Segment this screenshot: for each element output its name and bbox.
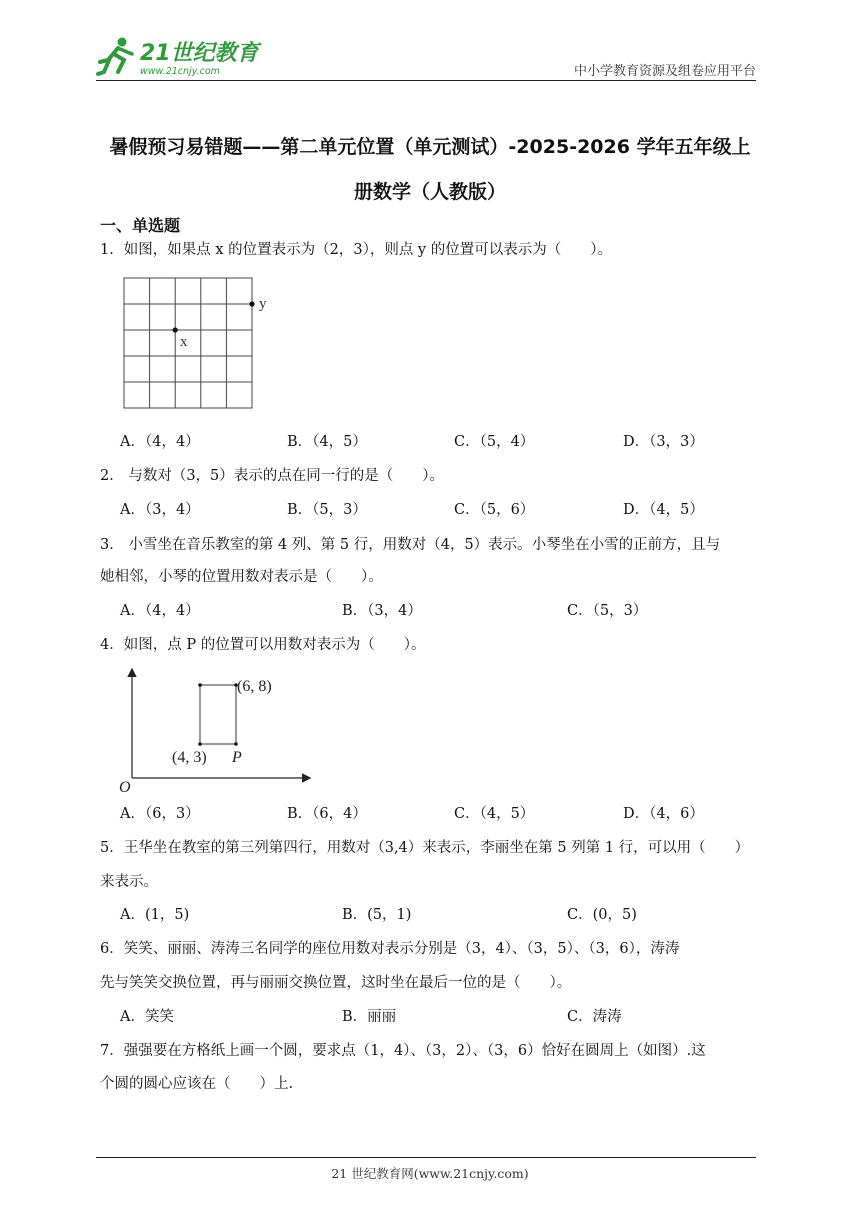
logo-url: www.21cnjy.com	[140, 66, 220, 77]
question-2-option-c[interactable]: C．（5，6）	[454, 502, 535, 518]
question-2-option-d[interactable]: D．（4，5）	[623, 502, 704, 518]
question-3-text-line2: 她相邻，小琴的位置用数对表示是（ ）。	[100, 569, 383, 585]
logo-text: 21世纪教育	[140, 41, 259, 66]
site-logo	[96, 34, 266, 80]
question-3-option-c[interactable]: C．（5，3）	[567, 603, 648, 619]
label-origin: O	[119, 779, 131, 796]
question-6-text-line2: 先与笑笑交换位置，再与丽丽交换位置，这时坐在最后一位的是（ ）。	[100, 975, 572, 991]
section-heading: 一、单选题	[100, 216, 181, 235]
question-4-coordinate-figure	[115, 664, 325, 798]
question-2-text: 2． 与数对（3，5）表示的点在同一行的是（ ）。	[100, 468, 445, 484]
question-1-option-d[interactable]: D．（3，3）	[623, 434, 704, 450]
question-5-text-line2: 来表示。	[100, 874, 158, 890]
label-p: P	[232, 749, 242, 766]
label-4-3: (4, 3)	[172, 749, 207, 766]
question-4-option-d[interactable]: D．（4，6）	[623, 806, 704, 822]
question-2-option-b[interactable]: B．（5，3）	[287, 502, 367, 518]
point-y-label: y	[259, 296, 267, 312]
question-4-option-a[interactable]: A．（6，3）	[120, 806, 200, 822]
question-3-option-b[interactable]: B．（3，4）	[342, 603, 422, 619]
question-7-text-line2: 个圆的圆心应该在（ ）上.	[100, 1076, 294, 1092]
question-5-option-a[interactable]: A．(1，5)	[120, 907, 190, 923]
runner-icon	[98, 38, 132, 75]
question-1-option-b[interactable]: B．（4，5）	[287, 434, 367, 450]
question-1-text: 1．如图，如果点 x 的位置表示为（2，3），则点 y 的位置可以表示为（ ）。	[100, 242, 612, 258]
question-3-text-line1: 3． 小雪坐在音乐教室的第 4 列、第 5 行，用数对（4，5）表示。小琴坐在小雪的正前方，且与	[100, 537, 721, 553]
question-5-option-c[interactable]: C．(0，5)	[567, 907, 637, 923]
point-p	[234, 742, 238, 746]
question-6-text-line1: 6．笑笑、丽丽、涛涛三名同学的座位用数对表示分别是（3，4）、（3，5）、（3，6），涛涛	[100, 941, 680, 957]
question-4-text: 4．如图，点 P 的位置可以用数对表示为（ ）。	[100, 637, 426, 653]
document-title-line2: 册数学（人教版）	[353, 181, 506, 203]
point-x	[173, 327, 178, 332]
footer-text: 21 世纪教育网(www.21cnjy.com)	[331, 1166, 529, 1181]
question-4-option-b[interactable]: B．（6，4）	[287, 806, 367, 822]
question-7-text-line1: 7．强强要在方格纸上画一个圆，要求点（1，4）、（3，2）、（3，6）恰好在圆周上（如图）.这	[100, 1043, 706, 1059]
header-platform-text: 中小学教育资源及组卷应用平台	[573, 64, 756, 79]
question-6-option-b[interactable]: B．丽丽	[342, 1009, 397, 1025]
question-1-option-a[interactable]: A．（4，4）	[120, 434, 200, 450]
question-3-option-a[interactable]: A．（4，4）	[120, 603, 200, 619]
point-x-label: x	[180, 334, 188, 350]
document-title-line1: 暑假预习易错题——第二单元位置（单元测试）-2025-2026 学年五年级上	[109, 136, 751, 158]
footer-divider	[96, 1157, 756, 1158]
question-6-option-c[interactable]: C．涛涛	[567, 1009, 622, 1025]
question-1-option-c[interactable]: C．（5，4）	[454, 434, 535, 450]
point-y	[249, 301, 254, 306]
label-6-8: (6, 8)	[237, 678, 272, 695]
question-1-grid-figure	[120, 276, 280, 416]
question-6-option-a[interactable]: A．笑笑	[120, 1009, 174, 1025]
header-divider	[96, 80, 756, 81]
question-2-option-a[interactable]: A．（3，4）	[120, 502, 200, 518]
question-5-text-line1: 5．王华坐在教室的第三列第四行，用数对（3,4）来表示，李丽坐在第 5 列第 1 行，可以用（ ）	[100, 840, 750, 856]
question-5-option-b[interactable]: B．(5，1)	[342, 907, 412, 923]
rectangle	[200, 685, 236, 744]
question-4-option-c[interactable]: C．（4，5）	[454, 806, 535, 822]
